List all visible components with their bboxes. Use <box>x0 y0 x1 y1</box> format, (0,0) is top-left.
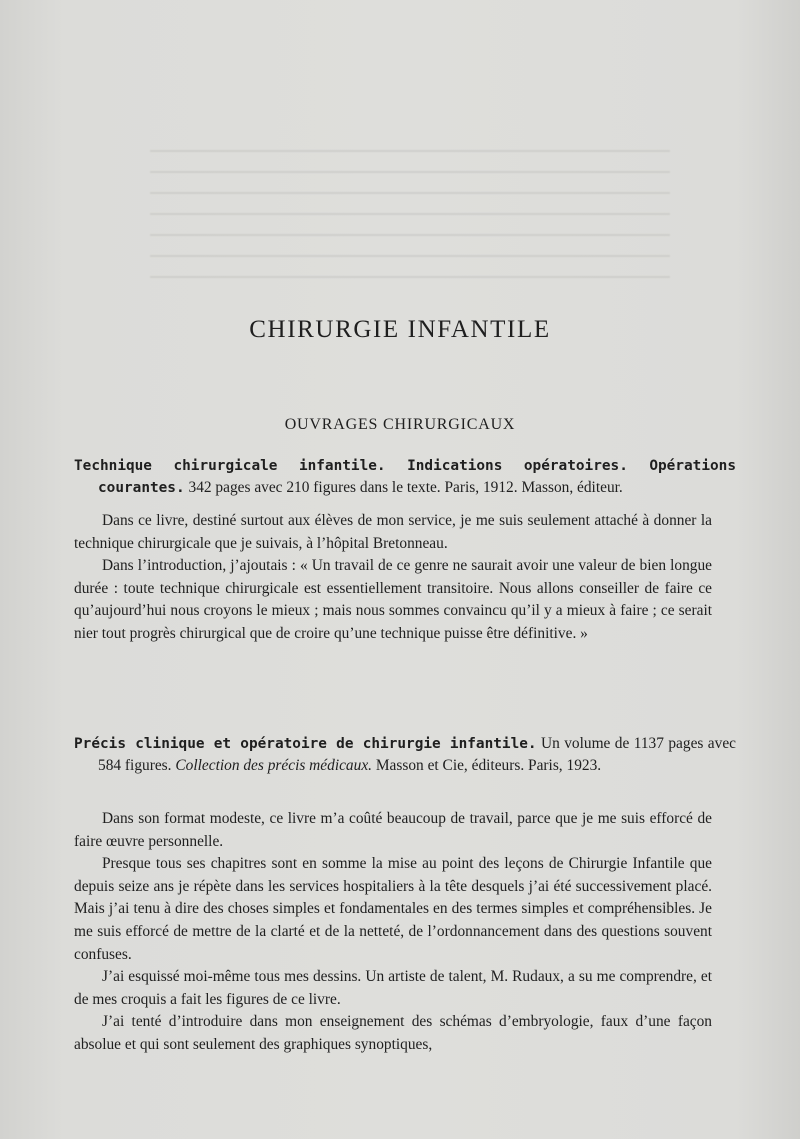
paragraph: Dans son format modeste, ce livre m’a coûté beaucoup de travail, parce que je me suis efforcé de faire œuvre personnelle. <box>74 810 712 850</box>
entry-1-details: 342 pages avec 210 figures dans le texte. Paris, 1912. Masson, éditeur. <box>188 479 623 496</box>
paragraph: J’ai tenté d’introduire dans mon enseignement des schémas d’embryologie, faux d’une façon absolue et qui sont seulement des graphiques synoptiques, <box>74 1013 712 1053</box>
entry-2-details-post: Masson et Cie, éditeurs. Paris, 1923. <box>375 757 602 774</box>
entry-2-collection: Collection des précis médicaux. <box>175 757 372 774</box>
page-title: CHIRURGIE INFANTILE <box>249 316 551 343</box>
paragraph: J’ai esquissé moi-même tous mes dessins. Un artiste de talent, M. Rudaux, a su me comprendre, et de mes croquis a fait les figures de ce livre. <box>74 968 712 1008</box>
paragraph: Dans l’introduction, j’ajoutais : « Un travail de ce genre ne saurait avoir une valeur de bien longue durée : toute technique chirurgicale est essentiellement transitoire. Nous allons conseiller de faire ce qu’aujourd’hui nous croyons le mieux ; mais nous sommes convaincu qu’il y a mieux à faire ; ce serait nier tout progrès chirurgical que de croire qu’une technique puisse être définitive. » <box>74 557 712 642</box>
entry-2-details-pre: Un volume de 1137 pages avec 584 figures. <box>98 735 736 774</box>
section-title: OUVRAGES CHIRURGICAUX <box>284 416 516 433</box>
paragraph: Dans ce livre, destiné surtout aux élèves de mon service, je me suis seulement attaché à donner la technique chirurgicale que je suivais, à l’hôpital Bretonneau. <box>74 512 712 552</box>
paragraph: Presque tous ses chapitres sont en somme la mise au point des leçons de Chirurgie Infantile que depuis seize ans je répète dans les services hospitaliers à la tête desquels j’ai été successivement placé. Mais j’ai tenu à dire des choses simples et fondamentales en des termes simples et compréhensibles. Je me suis efforcé de mettre de la clarté et de la netteté, de l’ordonnancement dans des questions souvent confuses. <box>74 855 712 963</box>
bibliography-entry-2-body <box>74 808 712 1057</box>
entry-2-title: Précis clinique et opératoire de chirurgie infantile. <box>74 736 537 752</box>
bibliography-entry-1-body <box>74 510 712 646</box>
bibliography-entry-1-heading <box>74 455 736 499</box>
bibliography-entry-2-heading <box>74 733 736 776</box>
show-through-bleed <box>150 150 670 320</box>
entry-1-title: Technique chirurgicale infantile. Indications opératoires. Opérations courantes. <box>74 458 736 496</box>
